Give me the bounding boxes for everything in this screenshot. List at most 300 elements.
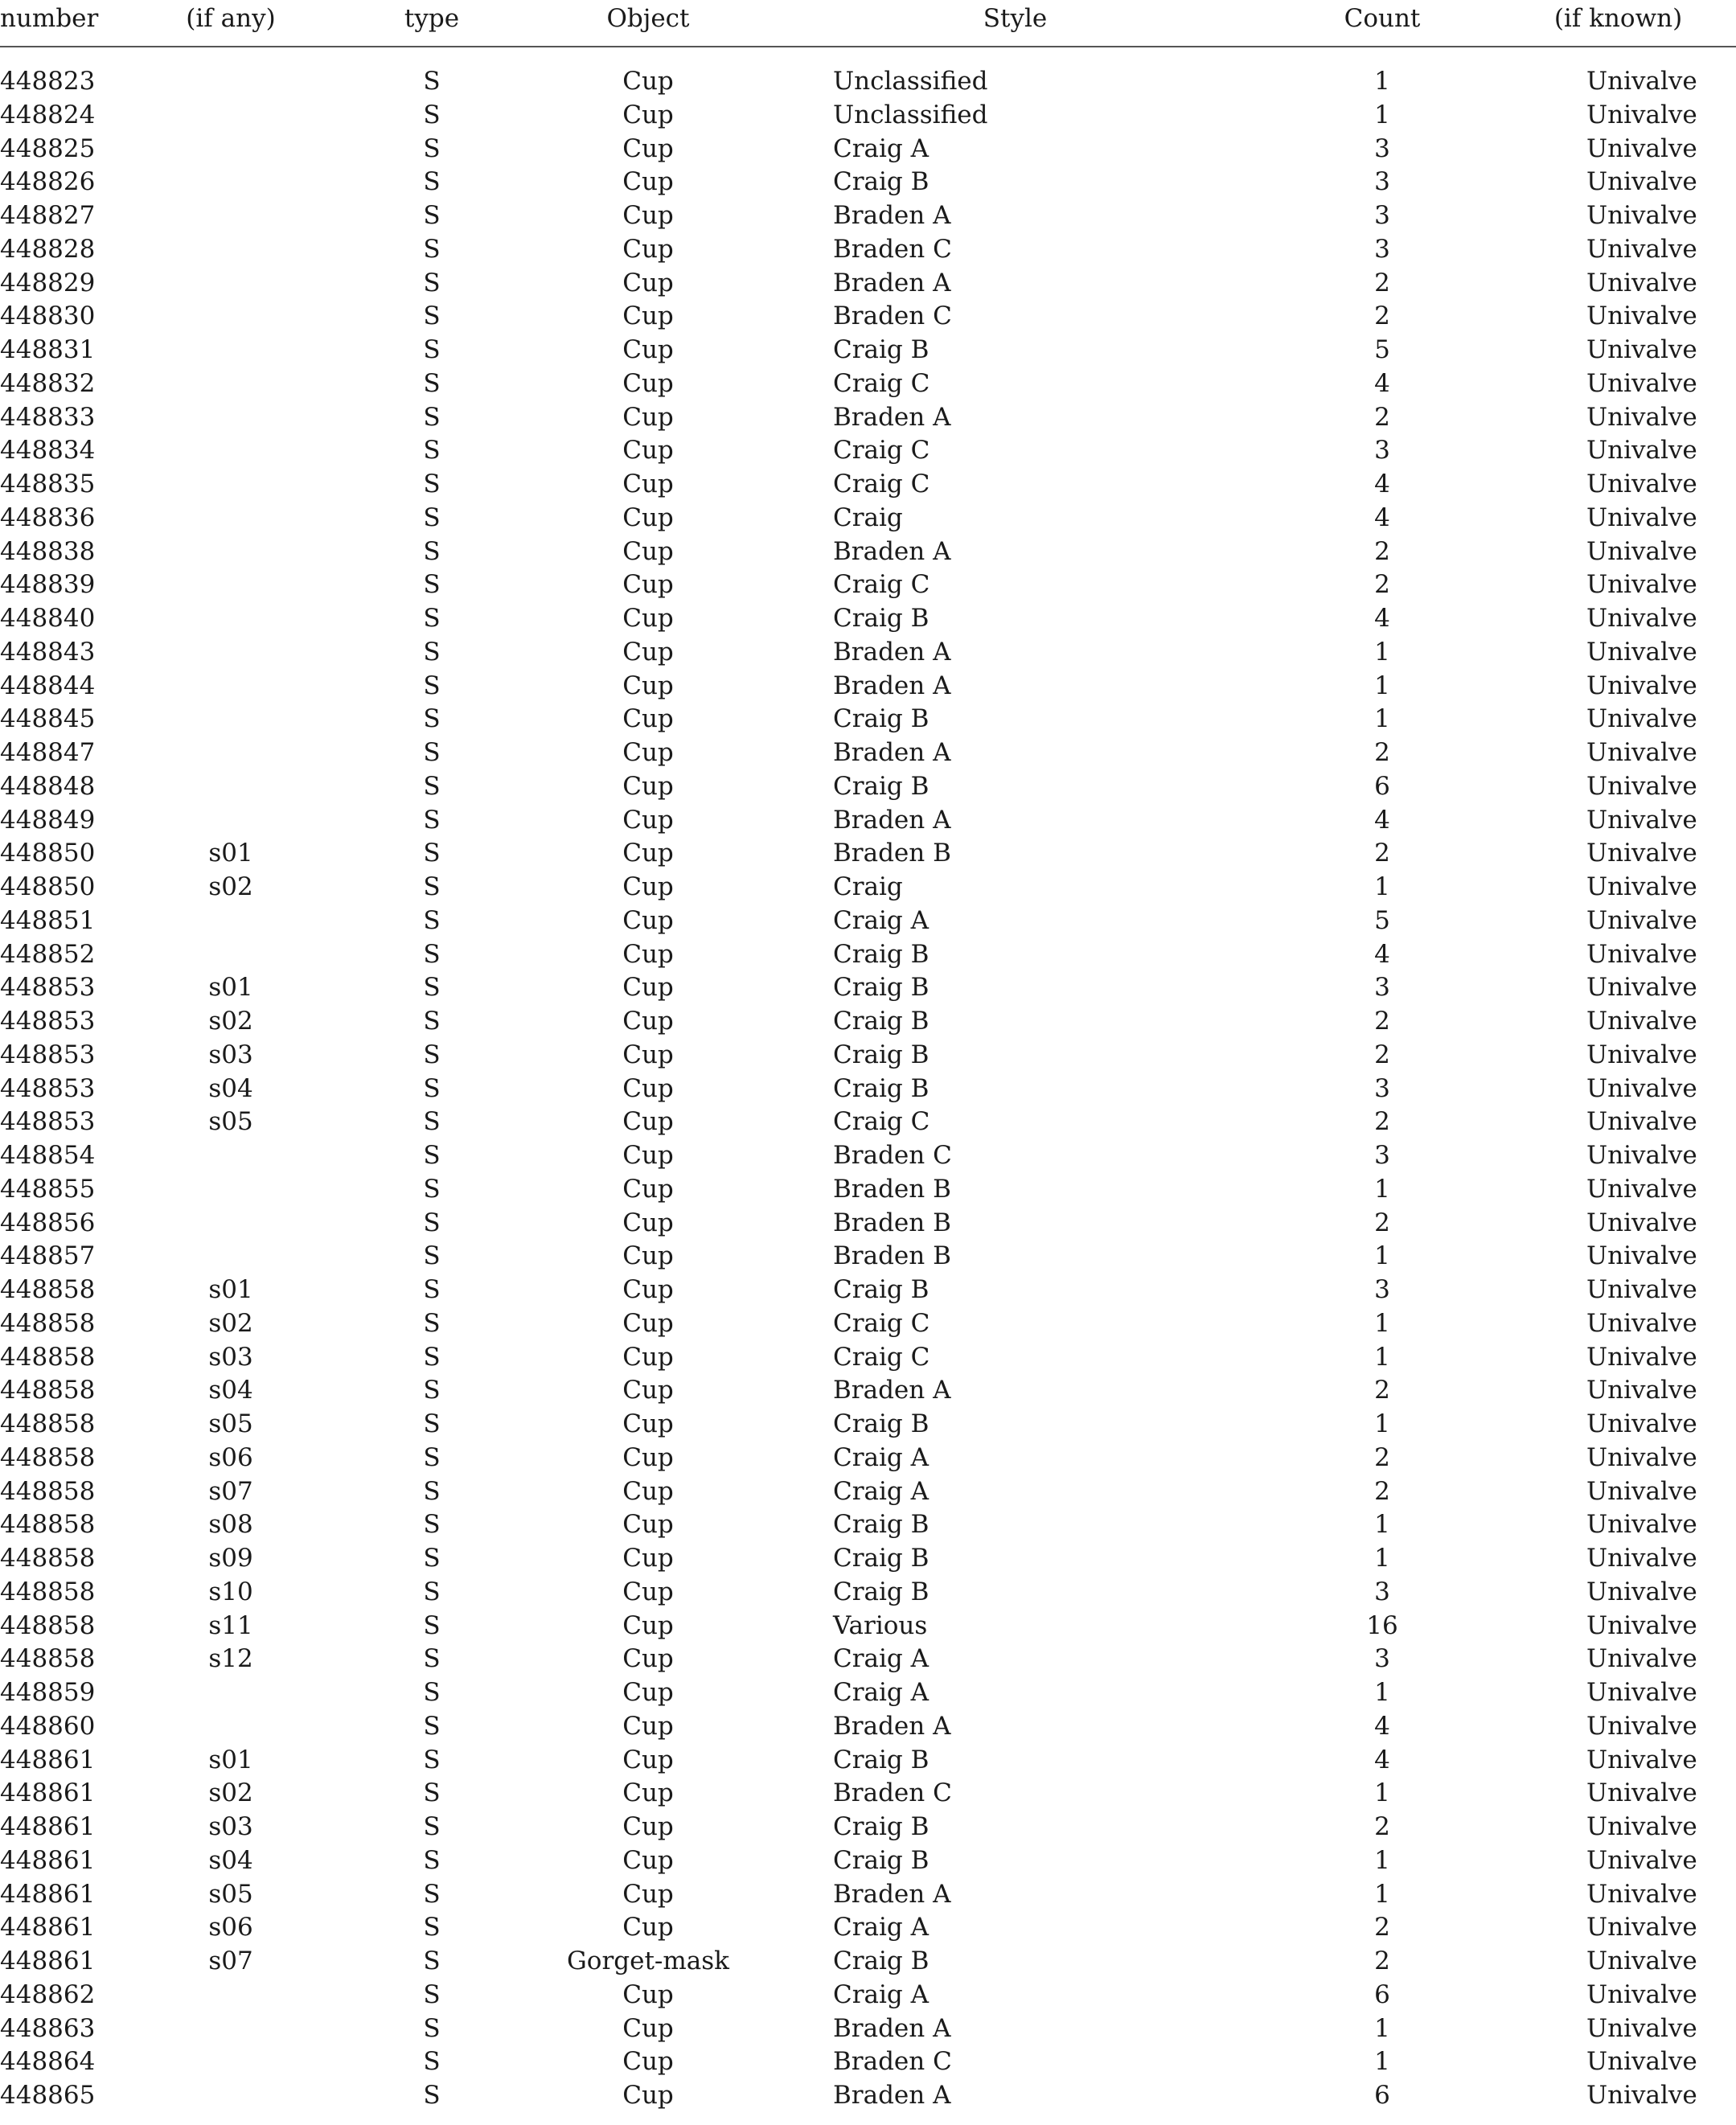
catalog-number-cell: 448858 (0, 1476, 96, 1506)
table-row (0, 199, 1736, 233)
object-cell: Cup (622, 2047, 674, 2077)
style-cell: Braden A (833, 402, 951, 432)
object-cell: Cup (622, 335, 674, 364)
count-cell: 1 (1374, 1342, 1390, 1372)
count-cell: 5 (1374, 905, 1390, 935)
material-type-cell: S (423, 1577, 441, 1606)
material-type-cell: S (423, 201, 441, 230)
burial-set-cell (138, 99, 323, 133)
count-cell: 2 (1374, 1107, 1390, 1137)
object-cell: Cup (622, 1476, 674, 1506)
catalog-number-cell: 448849 (0, 805, 96, 835)
count-cell: 1 (1374, 1409, 1390, 1438)
style-cell: Braden C (833, 1141, 952, 1170)
style-cell: Braden A (833, 1376, 951, 1405)
material-type-cell: S (423, 771, 441, 801)
count-cell: 3 (1374, 1644, 1390, 1674)
style-cell: Craig B (833, 1007, 930, 1036)
table-row (0, 1576, 1736, 1610)
style-cell: Craig C (833, 470, 930, 498)
burial-set-cell (138, 502, 323, 535)
catalog-number-cell: 448850 (0, 872, 96, 901)
catalog-number-cell: 448858 (0, 1510, 96, 1540)
burial-set-cell: s03 (208, 1040, 253, 1069)
raw-material-cell: Univalve (1586, 234, 1697, 264)
object-cell: Cup (622, 402, 674, 432)
table-row (0, 1911, 1736, 1945)
object-cell: Cup (622, 268, 674, 297)
raw-material-cell: Univalve (1586, 1073, 1697, 1103)
material-type-cell: S (423, 604, 441, 633)
raw-material-cell: Univalve (1586, 738, 1697, 767)
raw-material-cell: Univalve (1586, 771, 1697, 801)
raw-material-cell: Univalve (1586, 1913, 1697, 1942)
object-cell: Cup (622, 1745, 674, 1774)
object-cell: Cup (622, 839, 674, 868)
table-row (0, 1610, 1736, 1643)
header-burial-set: (if any) (138, 2, 323, 47)
style-cell: Craig B (833, 1745, 930, 1774)
count-cell: 3 (1374, 1275, 1390, 1304)
object-cell: Cup (622, 1610, 674, 1640)
style-cell: Craig C (833, 368, 930, 398)
style-cell: Braden A (833, 2013, 951, 2043)
style-cell: Craig B (833, 1409, 930, 1438)
catalog-number-cell: 448832 (0, 368, 96, 398)
count-cell: 1 (1374, 100, 1390, 129)
material-type-cell: S (423, 1544, 441, 1573)
burial-set-cell (138, 434, 323, 468)
burial-set-cell: s03 (208, 1812, 253, 1841)
catalog-number-cell: 448833 (0, 402, 96, 432)
object-cell: Cup (622, 100, 674, 129)
material-type-cell: S (423, 1342, 441, 1372)
object-cell: Cup (622, 167, 674, 197)
raw-material-cell: Univalve (1586, 1947, 1697, 1975)
catalog-number-cell: 448858 (0, 1610, 96, 1640)
table-row (0, 65, 1736, 99)
burial-set-cell (138, 2079, 323, 2113)
object-cell: Cup (622, 368, 674, 398)
burial-set-cell (138, 267, 323, 301)
count-cell: 4 (1374, 805, 1390, 835)
object-cell: Cup (622, 1678, 674, 1707)
table-row (0, 1945, 1736, 1979)
burial-set-cell (138, 199, 323, 233)
catalog-number-cell: 448828 (0, 234, 96, 264)
object-cell: Cup (622, 738, 674, 767)
table-row (0, 1374, 1736, 1408)
style-cell: Braden A (833, 201, 951, 230)
count-cell: 2 (1374, 1040, 1390, 1069)
object-cell: Cup (622, 436, 674, 466)
style-cell: Braden B (833, 1208, 951, 1237)
raw-material-cell: Univalve (1586, 167, 1697, 197)
material-type-cell: S (423, 973, 441, 1003)
count-cell: 1 (1374, 671, 1390, 700)
material-type-cell: S (423, 1409, 441, 1438)
object-cell: Cup (622, 1275, 674, 1304)
object-cell: Cup (622, 1040, 674, 1069)
table-row (0, 871, 1736, 905)
style-cell: Craig B (833, 1577, 930, 1606)
material-type-cell: S (423, 335, 441, 364)
raw-material-cell: Univalve (1586, 1007, 1697, 1036)
style-cell: Braden A (833, 1879, 951, 1909)
raw-material-cell: Univalve (1586, 872, 1697, 901)
raw-material-cell: Univalve (1586, 805, 1697, 835)
count-cell: 2 (1374, 1007, 1390, 1036)
count-cell: 2 (1374, 1812, 1390, 1841)
style-cell: Unclassified (833, 67, 988, 96)
table-row (0, 502, 1736, 535)
raw-material-cell: Univalve (1586, 268, 1697, 297)
style-cell: Braden B (833, 839, 951, 868)
count-cell: 4 (1374, 604, 1390, 633)
raw-material-cell: Univalve (1586, 1208, 1697, 1237)
catalog-number-cell: 448861 (0, 1913, 96, 1942)
burial-set-cell: s01 (208, 839, 253, 868)
object-cell: Cup (622, 1879, 674, 1909)
catalog-number-cell: 448861 (0, 1879, 96, 1909)
burial-set-cell: s04 (208, 1073, 253, 1103)
style-cell: Braden B (833, 1241, 951, 1271)
raw-material-cell: Univalve (1586, 503, 1697, 532)
material-type-cell: S (423, 2047, 441, 2077)
count-cell: 3 (1374, 973, 1390, 1003)
count-cell: 1 (1374, 1174, 1390, 1204)
header-raw-material: (if known) (1490, 2, 1736, 47)
object-cell: Cup (622, 1241, 674, 1271)
raw-material-cell: Univalve (1586, 1845, 1697, 1875)
table-row (0, 99, 1736, 133)
count-cell: 1 (1374, 1241, 1390, 1271)
catalog-number-cell: 448853 (0, 1040, 96, 1069)
material-type-cell: S (423, 1979, 441, 2009)
burial-set-cell (138, 1676, 323, 1710)
material-type-cell: S (423, 1510, 441, 1540)
raw-material-cell: Univalve (1586, 1678, 1697, 1707)
raw-material-cell: Univalve (1586, 100, 1697, 129)
catalog-number-cell: 448838 (0, 536, 96, 566)
catalog-number-cell: 448836 (0, 503, 96, 532)
burial-set-cell: s03 (208, 1342, 253, 1372)
style-cell: Braden A (833, 268, 951, 297)
count-cell: 2 (1374, 738, 1390, 767)
count-cell: 1 (1374, 1778, 1390, 1808)
catalog-number-cell: 448855 (0, 1174, 96, 1204)
material-type-cell: S (423, 1476, 441, 1506)
burial-set-cell (138, 367, 323, 401)
table-row (0, 334, 1736, 367)
style-cell: Craig B (833, 771, 930, 801)
raw-material-cell: Univalve (1586, 1778, 1697, 1808)
material-type-cell: S (423, 1107, 441, 1137)
object-cell: Cup (622, 503, 674, 532)
material-type-cell: S (423, 1644, 441, 1674)
table-row (0, 2012, 1736, 2046)
table-row (0, 971, 1736, 1005)
burial-set-cell (138, 703, 323, 736)
object-cell: Cup (622, 1409, 674, 1438)
style-cell: Craig B (833, 1947, 930, 1975)
material-type-cell: S (423, 839, 441, 868)
object-cell: Cup (622, 1979, 674, 2009)
count-cell: 3 (1374, 1073, 1390, 1103)
table-row (0, 166, 1736, 199)
burial-set-cell (138, 938, 323, 972)
table-row (0, 1240, 1736, 1274)
table-row (0, 1542, 1736, 1576)
object-cell: Cup (622, 1778, 674, 1808)
table-row (0, 804, 1736, 838)
raw-material-cell: Univalve (1586, 1745, 1697, 1774)
burial-set-cell: s02 (208, 872, 253, 901)
material-type-cell: S (423, 905, 441, 935)
count-cell: 2 (1374, 1442, 1390, 1472)
table-row (0, 1643, 1736, 1676)
count-cell: 2 (1374, 1947, 1390, 1975)
table-row (0, 1508, 1736, 1542)
count-cell: 2 (1374, 268, 1390, 297)
burial-set-cell: s01 (208, 1745, 253, 1774)
catalog-number-cell: 448854 (0, 1141, 96, 1170)
catalog-number-cell: 448865 (0, 2081, 96, 2110)
material-type-cell: S (423, 302, 441, 331)
style-cell: Craig B (833, 167, 930, 197)
material-type-cell: S (423, 368, 441, 398)
style-cell: Craig C (833, 570, 930, 600)
material-type-cell: S (423, 268, 441, 297)
catalog-number-cell: 448834 (0, 436, 96, 466)
count-cell: 1 (1374, 2013, 1390, 2043)
style-cell: Craig B (833, 973, 930, 1003)
style-cell: Craig A (833, 1678, 930, 1707)
table-row (0, 703, 1736, 736)
material-type-cell: S (423, 1879, 441, 1909)
burial-set-cell: s12 (208, 1644, 253, 1674)
raw-material-cell: Univalve (1586, 1241, 1697, 1271)
burial-set-cell (138, 602, 323, 636)
object-cell: Cup (622, 1845, 674, 1875)
raw-material-cell: Univalve (1586, 1812, 1697, 1841)
table-row (0, 267, 1736, 301)
object-cell: Cup (622, 671, 674, 700)
material-type-cell: S (423, 1711, 441, 1741)
style-cell: Craig A (833, 1476, 930, 1506)
count-cell: 4 (1374, 1711, 1390, 1741)
style-cell: Craig C (833, 436, 930, 466)
raw-material-cell: Univalve (1586, 839, 1697, 868)
object-cell: Cup (622, 234, 674, 264)
count-cell: 1 (1374, 1845, 1390, 1875)
object-cell: Cup (622, 201, 674, 230)
style-cell: Craig A (833, 905, 930, 935)
table-row (0, 1173, 1736, 1207)
catalog-number-cell: 448829 (0, 268, 96, 297)
burial-set-cell: s11 (208, 1610, 253, 1640)
material-type-cell: S (423, 470, 441, 498)
style-cell: Craig C (833, 1308, 930, 1338)
table-row (0, 233, 1736, 267)
table-body (0, 47, 1736, 2113)
burial-set-cell: s05 (208, 1879, 253, 1909)
count-cell: 1 (1374, 1308, 1390, 1338)
count-cell: 1 (1374, 1879, 1390, 1909)
table-row (0, 736, 1736, 770)
table-row (0, 2045, 1736, 2079)
header-count: Count (1274, 2, 1490, 47)
catalog-number-cell: 448850 (0, 839, 96, 868)
catalog-number-cell: 448862 (0, 1979, 96, 2009)
burial-set-cell: s02 (208, 1007, 253, 1036)
object-cell: Cup (622, 771, 674, 801)
catalog-number-cell: 448858 (0, 1577, 96, 1606)
catalog-number-cell: 448861 (0, 1812, 96, 1841)
burial-set-cell (138, 804, 323, 838)
raw-material-cell: Univalve (1586, 302, 1697, 331)
raw-material-cell: Univalve (1586, 939, 1697, 969)
catalog-number-cell: 448847 (0, 738, 96, 767)
burial-set-cell: s09 (208, 1544, 253, 1573)
catalog-number-cell: 448825 (0, 133, 96, 163)
catalog-number-cell: 448853 (0, 973, 96, 1003)
style-cell: Craig B (833, 604, 930, 633)
style-cell: Braden C (833, 234, 952, 264)
object-cell: Cup (622, 536, 674, 566)
table-row (0, 1005, 1736, 1039)
burial-set-cell: s02 (208, 1778, 253, 1808)
object-cell: Cup (622, 1376, 674, 1405)
raw-material-cell: Univalve (1586, 67, 1697, 96)
raw-material-cell: Univalve (1586, 671, 1697, 700)
burial-set-cell: s07 (208, 1476, 253, 1506)
table-row (0, 535, 1736, 569)
burial-set-cell (138, 2012, 323, 2046)
raw-material-cell: Univalve (1586, 1409, 1697, 1438)
count-cell: 4 (1374, 503, 1390, 532)
count-cell: 2 (1374, 536, 1390, 566)
burial-set-cell (138, 2045, 323, 2079)
catalog-number-cell: 448864 (0, 2047, 96, 2077)
burial-set-cell (138, 233, 323, 267)
object-cell: Cup (622, 1141, 674, 1170)
burial-set-cell: s01 (208, 973, 253, 1003)
burial-set-cell (138, 65, 323, 99)
header-style: Style (756, 2, 1274, 47)
object-cell: Cup (622, 1208, 674, 1237)
material-type-cell: S (423, 1308, 441, 1338)
table-row (0, 938, 1736, 972)
style-cell: Craig B (833, 939, 930, 969)
catalog-number-cell: 448853 (0, 1107, 96, 1137)
burial-set-cell (138, 636, 323, 670)
table-row (0, 1039, 1736, 1073)
raw-material-cell: Univalve (1586, 1644, 1697, 1674)
material-type-cell: S (423, 1947, 441, 1975)
count-cell: 1 (1374, 67, 1390, 96)
burial-set-cell (138, 670, 323, 704)
count-cell: 1 (1374, 1678, 1390, 1707)
count-cell: 3 (1374, 167, 1390, 197)
object-cell: Cup (622, 1510, 674, 1540)
raw-material-cell: Univalve (1586, 402, 1697, 432)
style-cell: Braden A (833, 1711, 951, 1741)
header-object: Object (540, 2, 756, 47)
count-cell: 1 (1374, 2047, 1390, 2077)
material-type-cell: S (423, 503, 441, 532)
catalog-number-cell: 448830 (0, 302, 96, 331)
table-row (0, 1744, 1736, 1778)
raw-material-cell: Univalve (1586, 1442, 1697, 1472)
header-catalog-number: number (0, 2, 138, 47)
table-row (0, 1979, 1736, 2012)
burial-set-cell: s02 (208, 1308, 253, 1338)
catalog-number-cell: 448826 (0, 167, 96, 197)
catalog-number-cell: 448858 (0, 1342, 96, 1372)
style-cell: Craig B (833, 1845, 930, 1875)
count-cell: 6 (1374, 2081, 1390, 2110)
table-row (0, 1442, 1736, 1475)
object-cell: Cup (622, 973, 674, 1003)
table-row (0, 133, 1736, 166)
catalog-number-cell: 448827 (0, 201, 96, 230)
raw-material-cell: Univalve (1586, 1544, 1697, 1573)
catalog-number-cell: 448835 (0, 470, 96, 498)
header-row-bottom (0, 2, 1736, 47)
style-cell: Craig (833, 503, 903, 532)
table-row (0, 1073, 1736, 1106)
burial-set-cell: s10 (208, 1577, 253, 1606)
count-cell: 1 (1374, 872, 1390, 901)
count-cell: 1 (1374, 1510, 1390, 1540)
count-cell: 4 (1374, 470, 1390, 498)
material-type-cell: S (423, 1208, 441, 1237)
raw-material-cell: Univalve (1586, 1107, 1697, 1137)
object-cell: Cup (622, 1007, 674, 1036)
catalog-number-cell: 448861 (0, 1845, 96, 1875)
burial-set-cell: s01 (208, 1275, 253, 1304)
object-cell: Cup (622, 1812, 674, 1841)
table-row (0, 568, 1736, 602)
style-cell: Braden A (833, 805, 951, 835)
count-cell: 4 (1374, 1745, 1390, 1774)
material-type-cell: S (423, 570, 441, 600)
burial-set-cell (138, 401, 323, 435)
catalog-number-cell: 448858 (0, 1308, 96, 1338)
burial-set-cell: s08 (208, 1510, 253, 1540)
object-cell: Cup (622, 1644, 674, 1674)
table-row (0, 300, 1736, 334)
raw-material-cell: Univalve (1586, 2081, 1697, 2110)
table-header (0, 0, 1736, 47)
count-cell: 3 (1374, 1141, 1390, 1170)
header-material-type: type (323, 2, 540, 47)
burial-set-cell (138, 300, 323, 334)
count-cell: 3 (1374, 234, 1390, 264)
table-row (0, 367, 1736, 401)
table-row (0, 1878, 1736, 1912)
material-type-cell: S (423, 637, 441, 667)
object-cell: Cup (622, 1544, 674, 1573)
raw-material-cell: Univalve (1586, 436, 1697, 466)
catalog-number-cell: 448824 (0, 100, 96, 129)
raw-material-cell: Univalve (1586, 1174, 1697, 1204)
catalog-number-cell: 448852 (0, 939, 96, 969)
object-cell: Cup (622, 1711, 674, 1741)
style-cell: Various (833, 1610, 928, 1640)
object-cell: Cup (622, 704, 674, 734)
